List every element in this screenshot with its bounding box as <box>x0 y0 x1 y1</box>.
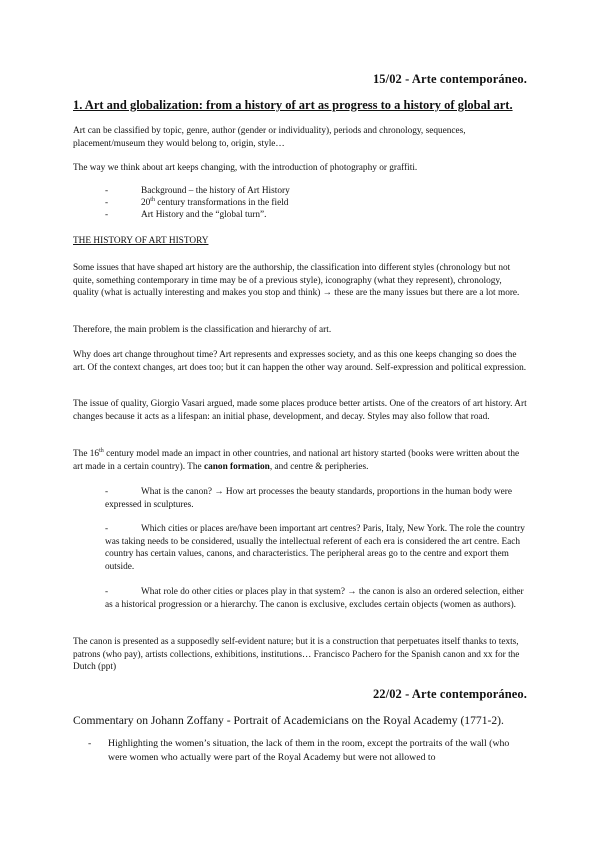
paragraph-hierarchy: Therefore, the main problem is the classification and hierarchy of art. <box>73 325 332 335</box>
section-title: 1. Art and globalization: from a history of art as progress to a history of global art. <box>73 98 513 112</box>
commentary-bullet <box>88 737 528 764</box>
paragraph-issues: Some issues that have shaped art history are the authorship, the classification into different styles (chronology but not quite, something contemporary in time may be of a previous style), iconography (what they represent), chronology, quality (what is actually interesting and makes you stop and think) → these are the many issues but there are a lot more. <box>73 263 520 299</box>
dash-marker: - <box>105 198 109 209</box>
paragraph-classification: Art can be classified by topic, genre, author (gender or individuality), periods and chronology, sequences, placement/museum they would belong to, origin, style… <box>73 126 466 149</box>
paragraph-quality: The issue of quality, Giorgio Vasari argued, made some places produce better artists. One of the creators of art history. Art changes because it acts as a lifespan: an initial phase, development, and decay. Styles may also follow that road. <box>73 399 527 422</box>
dash-marker: - <box>105 487 109 497</box>
canon-question-1 <box>105 486 525 511</box>
list-item <box>105 197 290 209</box>
paragraph-changing: The way we think about art keeps changing, with the introduction of photography or graffiti. <box>73 163 418 173</box>
list-item-text: What role do other cities or places play in that system? → the canon is also an ordered selection, either as a historical progression or a hierarchy. The canon is exclusive, excludes certain objects (women as authors). <box>105 587 524 610</box>
list-item-text: What is the canon? → How art processes the beauty standards, proportions in the human body were expressed in sculptures. <box>105 487 512 510</box>
list-item-text: Which cities or places are/have been important art centres? Paris, Italy, New York. The role the country was taking needs to be considered, usually the intellectual referent of each era is considered the art centre. Each country has certain values, canons, and characteristics. The peripheral areas go to the centre and export them outside. <box>105 524 525 572</box>
list-item-text: 20th century transformations in the field <box>141 197 289 209</box>
dash-marker: - <box>105 587 109 597</box>
topic-list <box>105 185 290 222</box>
dash-marker: - <box>105 186 109 196</box>
subheading-history: THE HISTORY OF ART HISTORY <box>73 236 209 246</box>
list-item-text: Background – the history of Art History <box>141 186 290 196</box>
canon-question-2 <box>105 523 525 573</box>
paragraph-why-change: Why does art change throughout time? Art represents and expresses society, and as this one keeps changing so does the art. Of the context changes, art does too; but it can happen the other way around. Self-expression and political expression. <box>73 350 527 373</box>
commentary-title: Commentary on Johann Zoffany - Portrait of Academicians on the Royal Academy (1771-2). <box>73 714 504 727</box>
list-item <box>105 209 290 221</box>
date-heading-1: 15/02 - Arte contemporáneo. <box>372 72 527 86</box>
list-item-text: Highlighting the women’s situation, the lack of them in the room, except the portraits of the wall (who were women who actually were part of the Royal Academy but were not allowed to <box>108 738 510 763</box>
dash-marker: - <box>105 524 109 534</box>
canon-question-3 <box>105 586 525 611</box>
list-item <box>105 185 290 197</box>
dash-marker: - <box>88 738 92 749</box>
paragraph-16th-century: The 16th century model made an impact in other countries, and national art history started (books were written about the art made in a certain country). The canon formation, and centre & peripheries. <box>73 447 520 472</box>
paragraph-canon-construction: The canon is presented as a supposedly self-evident nature; but it is a construction that perpetuates itself thanks to texts, patrons (who pay), artists collections, exhibitions, institutions… Francisco Pachero for the Spanish canon and xx for the Dutch (ppt) <box>73 637 520 673</box>
date-heading-2: 22/02 - Arte contemporáneo. <box>372 687 527 701</box>
dash-marker: - <box>105 210 109 221</box>
list-item-text: Art History and the “global turn”. <box>141 210 267 221</box>
